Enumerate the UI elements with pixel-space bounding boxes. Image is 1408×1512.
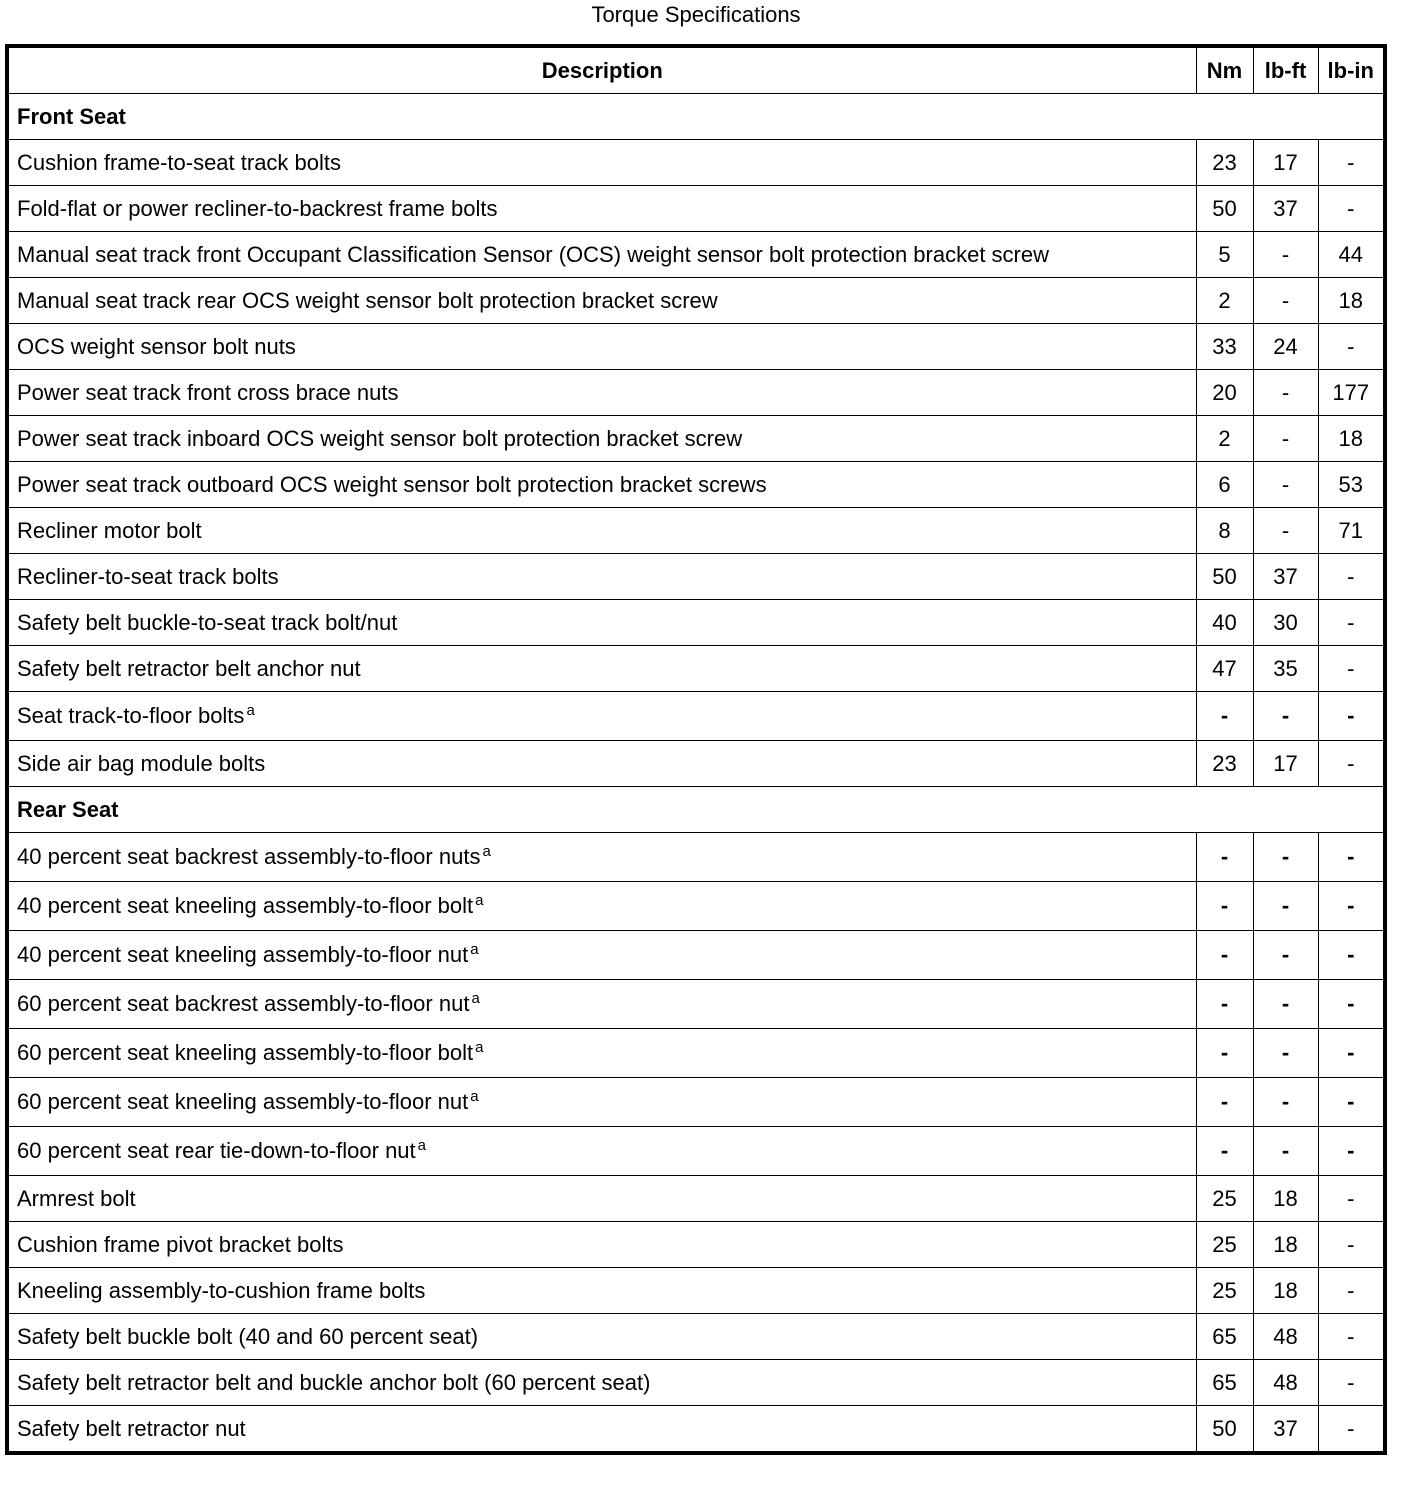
cell-description	[7, 882, 1196, 931]
description-text: Recliner motor bolt	[17, 517, 202, 543]
description-text: Armrest bolt	[17, 1185, 136, 1211]
header-description: Description	[7, 46, 1196, 94]
description-text: 40 percent seat backrest assembly-to-floor nuts	[17, 844, 481, 869]
cell-nm: -	[1196, 980, 1253, 1029]
cell-lbft: -	[1253, 882, 1318, 931]
cell-nm: -	[1196, 1078, 1253, 1127]
cell-nm: -	[1196, 833, 1253, 882]
table-row	[7, 1268, 1385, 1314]
cell-lbft: -	[1253, 1029, 1318, 1078]
cell-lbft: 35	[1253, 646, 1318, 692]
table-row	[7, 646, 1385, 692]
cell-lbft: -	[1253, 278, 1318, 324]
table-row	[7, 1176, 1385, 1222]
cell-lbft: 18	[1253, 1268, 1318, 1314]
cell-lbft: 17	[1253, 741, 1318, 787]
cell-lbft: 18	[1253, 1176, 1318, 1222]
table-row	[7, 692, 1385, 741]
cell-description	[7, 1029, 1196, 1078]
cell-lbin: -	[1318, 931, 1385, 980]
footnote-marker: a	[470, 1088, 479, 1105]
description-text: Power seat track front cross brace nuts	[17, 379, 399, 405]
description-text: 60 percent seat kneeling assembly-to-floor bolt	[17, 1040, 474, 1065]
description-text: 60 percent seat kneeling assembly-to-floor nut	[17, 1089, 469, 1114]
cell-nm: 23	[1196, 741, 1253, 787]
description-text: Manual seat track rear OCS weight sensor bolt protection bracket screw	[17, 287, 718, 313]
cell-nm: 33	[1196, 324, 1253, 370]
cell-description	[7, 646, 1196, 692]
description-text: Power seat track outboard OCS weight sensor bolt protection bracket screws	[17, 471, 767, 497]
table-row	[7, 1222, 1385, 1268]
table-row	[7, 462, 1385, 508]
cell-nm: 23	[1196, 140, 1253, 186]
description-text: Cushion frame-to-seat track bolts	[17, 149, 342, 175]
cell-nm: 20	[1196, 370, 1253, 416]
cell-lbft: 48	[1253, 1314, 1318, 1360]
table-row	[7, 416, 1385, 462]
cell-description	[7, 1406, 1196, 1454]
cell-lbft: 37	[1253, 1406, 1318, 1454]
cell-description	[7, 980, 1196, 1029]
description-text: OCS weight sensor bolt nuts	[17, 333, 296, 359]
cell-lbin: -	[1318, 140, 1385, 186]
table-row	[7, 278, 1385, 324]
cell-lbin: -	[1318, 1360, 1385, 1406]
cell-lbin: -	[1318, 1406, 1385, 1454]
cell-lbin: -	[1318, 1029, 1385, 1078]
header-nm: Nm	[1196, 46, 1253, 94]
cell-nm: 50	[1196, 186, 1253, 232]
cell-lbin: -	[1318, 1078, 1385, 1127]
cell-lbft: -	[1253, 980, 1318, 1029]
footnote-marker: a	[471, 990, 480, 1007]
cell-lbin: 177	[1318, 370, 1385, 416]
footnote-marker: a	[475, 1039, 484, 1056]
description-text: Kneeling assembly-to-cushion frame bolts	[17, 1277, 426, 1303]
table-row	[7, 1406, 1385, 1454]
cell-lbin: -	[1318, 692, 1385, 741]
cell-description	[7, 462, 1196, 508]
cell-nm: 25	[1196, 1222, 1253, 1268]
cell-lbin: 18	[1318, 278, 1385, 324]
section-header-row	[7, 787, 1385, 833]
cell-description	[7, 1127, 1196, 1176]
description-text: Safety belt buckle bolt (40 and 60 percent seat)	[17, 1323, 479, 1349]
cell-lbin: -	[1318, 1127, 1385, 1176]
cell-lbft: -	[1253, 692, 1318, 741]
cell-description	[7, 278, 1196, 324]
cell-lbin: -	[1318, 1268, 1385, 1314]
cell-lbin: -	[1318, 600, 1385, 646]
cell-description	[7, 186, 1196, 232]
cell-lbin: 44	[1318, 232, 1385, 278]
table-row	[7, 370, 1385, 416]
cell-lbin: -	[1318, 882, 1385, 931]
description-text: Manual seat track front Occupant Classification Sensor (OCS) weight sensor bolt protection bracket screw	[17, 241, 1050, 267]
cell-nm: 65	[1196, 1314, 1253, 1360]
description-text: Seat track-to-floor bolts	[17, 703, 245, 728]
cell-lbft: -	[1253, 1127, 1318, 1176]
cell-lbft: -	[1253, 232, 1318, 278]
header-lbft: lb-ft	[1253, 46, 1318, 94]
cell-lbft: -	[1253, 462, 1318, 508]
cell-description	[7, 833, 1196, 882]
table-row	[7, 600, 1385, 646]
cell-lbin: -	[1318, 324, 1385, 370]
cell-lbft: -	[1253, 508, 1318, 554]
table-row	[7, 1029, 1385, 1078]
cell-nm: -	[1196, 1029, 1253, 1078]
cell-description	[7, 600, 1196, 646]
cell-lbin: -	[1318, 186, 1385, 232]
cell-description	[7, 140, 1196, 186]
footnote-marker: a	[246, 702, 255, 719]
cell-description	[7, 324, 1196, 370]
cell-description	[7, 1222, 1196, 1268]
table-row	[7, 1314, 1385, 1360]
cell-nm: 5	[1196, 232, 1253, 278]
cell-description	[7, 232, 1196, 278]
cell-description	[7, 741, 1196, 787]
cell-lbft: 18	[1253, 1222, 1318, 1268]
cell-lbin: 71	[1318, 508, 1385, 554]
header-lbin: lb-in	[1318, 46, 1385, 94]
cell-lbin: 18	[1318, 416, 1385, 462]
table-body	[7, 94, 1385, 1454]
description-text: Power seat track inboard OCS weight sensor bolt protection bracket screw	[17, 425, 743, 451]
cell-lbin: -	[1318, 1222, 1385, 1268]
cell-nm: 50	[1196, 554, 1253, 600]
cell-nm: -	[1196, 1127, 1253, 1176]
description-text: 40 percent seat kneeling assembly-to-floor bolt	[17, 893, 474, 918]
cell-lbft: -	[1253, 833, 1318, 882]
footnote-marker: a	[417, 1137, 426, 1154]
cell-nm: -	[1196, 931, 1253, 980]
table-row	[7, 140, 1385, 186]
section-header-row	[7, 94, 1385, 140]
cell-nm: 25	[1196, 1268, 1253, 1314]
description-text: Cushion frame pivot bracket bolts	[17, 1231, 344, 1257]
table-row	[7, 931, 1385, 980]
description-text: 40 percent seat kneeling assembly-to-floor nut	[17, 942, 469, 967]
table-row	[7, 1078, 1385, 1127]
cell-description	[7, 508, 1196, 554]
table-row	[7, 232, 1385, 278]
description-text: 60 percent seat rear tie-down-to-floor nut	[17, 1138, 416, 1163]
table-row	[7, 882, 1385, 931]
table-row	[7, 186, 1385, 232]
cell-lbin: -	[1318, 833, 1385, 882]
description-text: Side air bag module bolts	[17, 750, 266, 776]
cell-lbft: 37	[1253, 186, 1318, 232]
description-text: Safety belt retractor belt and buckle anchor bolt (60 percent seat)	[17, 1369, 651, 1395]
cell-lbin: -	[1318, 646, 1385, 692]
description-text: Recliner-to-seat track bolts	[17, 563, 279, 589]
cell-description	[7, 554, 1196, 600]
document-title: Torque Specifications	[591, 2, 801, 27]
description-text: Safety belt retractor belt anchor nut	[17, 655, 361, 681]
table-header-row	[7, 46, 1385, 94]
cell-nm: -	[1196, 692, 1253, 741]
cell-lbft: 37	[1253, 554, 1318, 600]
cell-lbft: 30	[1253, 600, 1318, 646]
description-text: Fold-flat or power recliner-to-backrest frame bolts	[17, 195, 498, 221]
cell-nm: 50	[1196, 1406, 1253, 1454]
cell-description	[7, 1268, 1196, 1314]
footnote-marker: a	[482, 843, 491, 860]
table-row	[7, 1360, 1385, 1406]
cell-nm: 25	[1196, 1176, 1253, 1222]
footnote-marker: a	[475, 892, 484, 909]
torque-spec-table	[5, 44, 1387, 1455]
table-row	[7, 508, 1385, 554]
section-title: Rear Seat	[7, 787, 1385, 833]
cell-lbin: -	[1318, 741, 1385, 787]
cell-nm: 6	[1196, 462, 1253, 508]
cell-nm: 65	[1196, 1360, 1253, 1406]
cell-nm: 2	[1196, 278, 1253, 324]
cell-description	[7, 1176, 1196, 1222]
cell-lbft: -	[1253, 1078, 1318, 1127]
footnote-marker: a	[470, 941, 479, 958]
cell-lbft: -	[1253, 931, 1318, 980]
cell-nm: 2	[1196, 416, 1253, 462]
cell-description	[7, 931, 1196, 980]
cell-lbin: -	[1318, 554, 1385, 600]
cell-description	[7, 692, 1196, 741]
cell-nm: -	[1196, 882, 1253, 931]
cell-lbin: -	[1318, 1176, 1385, 1222]
table-row	[7, 741, 1385, 787]
cell-lbft: 48	[1253, 1360, 1318, 1406]
table-row	[7, 833, 1385, 882]
cell-lbin: 53	[1318, 462, 1385, 508]
table-row	[7, 324, 1385, 370]
table-row	[7, 1127, 1385, 1176]
cell-description	[7, 370, 1196, 416]
cell-lbin: -	[1318, 980, 1385, 1029]
cell-nm: 8	[1196, 508, 1253, 554]
cell-lbft: -	[1253, 416, 1318, 462]
section-title: Front Seat	[7, 94, 1385, 140]
cell-description	[7, 1360, 1196, 1406]
description-text: Safety belt buckle-to-seat track bolt/nut	[17, 609, 398, 635]
cell-lbft: 24	[1253, 324, 1318, 370]
description-text: Safety belt retractor nut	[17, 1415, 246, 1441]
cell-description	[7, 416, 1196, 462]
cell-description	[7, 1078, 1196, 1127]
cell-nm: 47	[1196, 646, 1253, 692]
table-row	[7, 554, 1385, 600]
cell-lbft: 17	[1253, 140, 1318, 186]
table-row	[7, 980, 1385, 1029]
cell-lbin: -	[1318, 1314, 1385, 1360]
description-text: 60 percent seat backrest assembly-to-floor nut	[17, 991, 470, 1016]
cell-lbft: -	[1253, 370, 1318, 416]
cell-description	[7, 1314, 1196, 1360]
cell-nm: 40	[1196, 600, 1253, 646]
